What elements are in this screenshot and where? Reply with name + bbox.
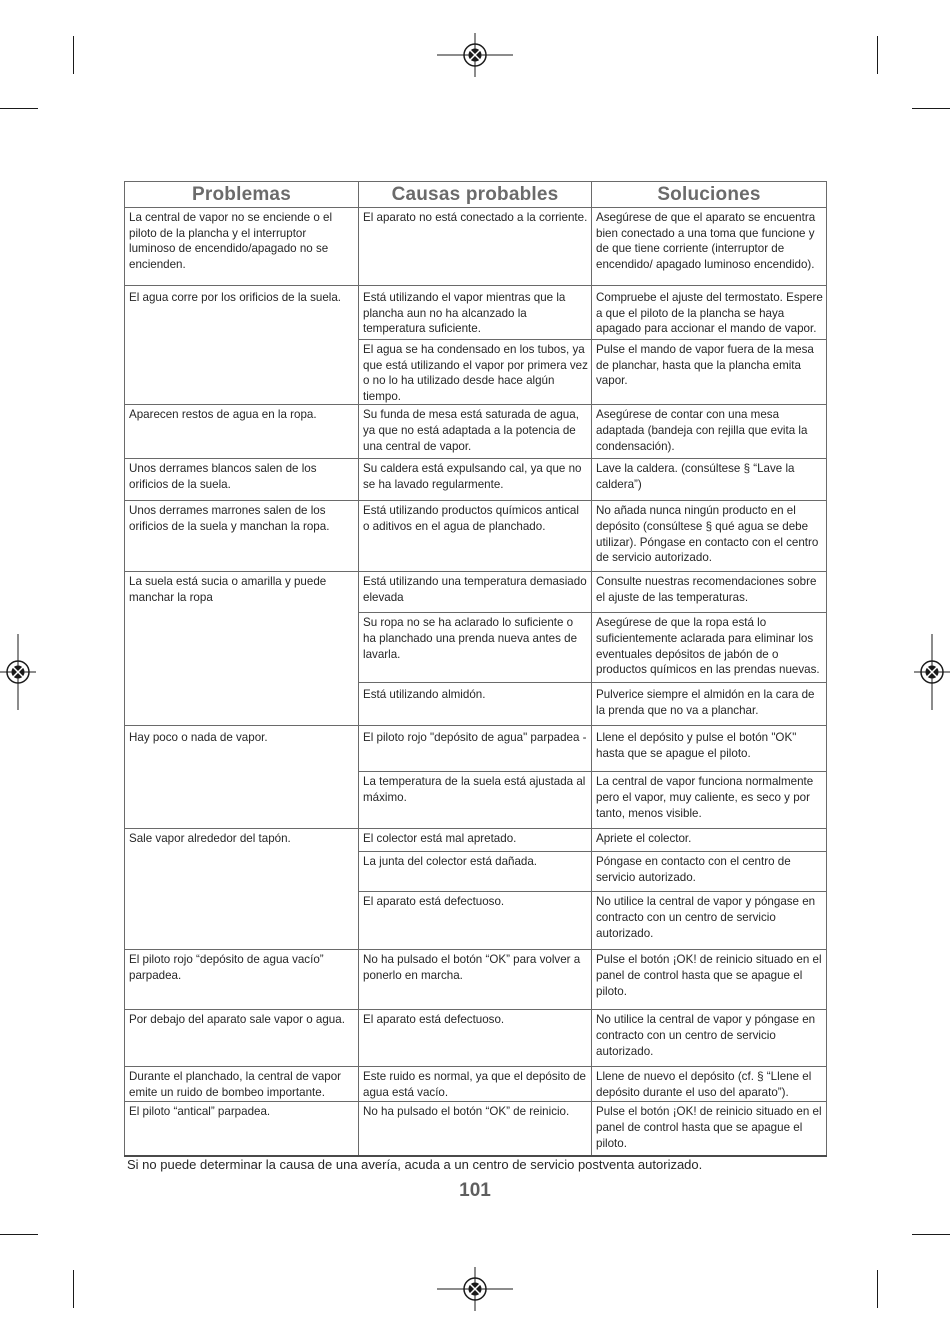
solution-cell: Compruebe el ajuste del termostato. Espere a que el piloto de la plancha se haya apagado para accionar el mando de vapor. (592, 286, 827, 340)
solution-cell: Pulse el botón ¡OK! de reinicio situado en el panel de control hasta que se apague el piloto. (592, 1102, 827, 1156)
solution-cell: Asegúrese de que el aparato se encuentra bien conectado a una toma que funcione y de que tiene corriente (interruptor de encendido/ apagado luminoso encendido). (592, 208, 827, 286)
crop-mark (912, 1234, 950, 1235)
cause-cell: El aparato está defectuoso. (359, 1010, 592, 1067)
cause-cell: Está utilizando una temperatura demasiado elevada (359, 572, 592, 613)
crop-mark (877, 36, 878, 74)
cause-cell: Este ruido es normal, ya que el depósito de agua está vacío. (359, 1067, 592, 1102)
cause-cell: Está utilizando el vapor mientras que la plancha aun no ha alcanzado la temperatura suficiente. (359, 286, 592, 340)
crop-mark (73, 1270, 74, 1308)
header-causes: Causas probables (359, 182, 592, 208)
table-row (125, 501, 827, 572)
solution-cell: Póngase en contacto con el centro de servicio autorizado. (592, 852, 827, 892)
cause-cell: El colector está mal apretado. (359, 829, 592, 852)
crop-mark (0, 1234, 38, 1235)
cause-cell: Está utilizando productos químicos antical o aditivos en el agua de planchado. (359, 501, 592, 572)
cause-cell: El aparato no está conectado a la corriente. (359, 208, 592, 286)
solution-cell: Pulverice siempre el almidón en la cara de la prenda que no va a planchar. (592, 683, 827, 726)
cause-cell: Su funda de mesa está saturada de agua, ya que no está adaptada a la potencia de una central de vapor. (359, 405, 592, 459)
solution-cell: Pulse el mando de vapor fuera de la mesa de planchar, hasta que la plancha emita vapor. (592, 340, 827, 405)
crop-mark (0, 108, 38, 109)
registration-mark-icon (437, 33, 513, 77)
page-number: 101 (459, 1180, 491, 1201)
solution-cell: Llene de nuevo el depósito (cf. § “Llene el depósito durante el uso del aparato”). (592, 1067, 827, 1102)
crop-mark (877, 1270, 878, 1308)
problem-cell: Unos derrames blancos salen de los orificios de la suela. (125, 459, 359, 501)
problem-cell: Hay poco o nada de vapor. (125, 726, 359, 829)
cause-cell: No ha pulsado el botón “OK” de reinicio. (359, 1102, 592, 1156)
solution-cell: No utilice la central de vapor y póngase en contracto con un centro de servicio autorizado. (592, 892, 827, 950)
solution-cell: Llene el depósito y pulse el botón "OK" hasta que se apague el piloto. (592, 726, 827, 772)
table-row (125, 459, 827, 501)
solution-cell: La central de vapor funciona normalmente pero el vapor, muy caliente, es seco y por tanto, menos visible. (592, 772, 827, 829)
table-row (125, 572, 827, 613)
solution-cell: Asegúrese de que la ropa está lo suficientemente aclarada para eliminar los eventuales depósitos de jabón de o productos químicos en las prendas nuevas. (592, 613, 827, 683)
table-row (125, 208, 827, 286)
header-solutions: Soluciones (592, 182, 827, 208)
problem-cell: La central de vapor no se enciende o el piloto de la plancha y el interruptor luminoso de encendido/apagado no se encienden. (125, 208, 359, 286)
problem-cell: La suela está sucia o amarilla y puede manchar la ropa (125, 572, 359, 726)
problem-cell: Unos derrames marrones salen de los orificios de la suela y manchan la ropa. (125, 501, 359, 572)
problem-cell: El piloto rojo “depósito de agua vacío” parpadea. (125, 950, 359, 1010)
problem-cell: El piloto “antical” parpadea. (125, 1102, 359, 1156)
problem-cell: Sale vapor alrededor del tapón. (125, 829, 359, 950)
table-row (125, 726, 827, 772)
cause-cell: Está utilizando almidón. (359, 683, 592, 726)
table-row (125, 950, 827, 1010)
table-row (125, 1067, 827, 1102)
cause-cell: Su ropa no se ha aclarado lo suficiente o ha planchado una prenda nueva antes de lavarla. (359, 613, 592, 683)
problem-cell: El agua corre por los orificios de la suela. (125, 286, 359, 405)
registration-mark-icon (914, 634, 950, 710)
table-row (125, 405, 827, 459)
registration-mark-icon (0, 634, 36, 710)
solution-cell: Lave la caldera. (consúltese § “Lave la caldera”) (592, 459, 827, 501)
table-row (125, 829, 827, 852)
solution-cell: Consulte nuestras recomendaciones sobre el ajuste de las temperaturas. (592, 572, 827, 613)
registration-mark-icon (437, 1267, 513, 1311)
cause-cell: La temperatura de la suela está ajustada al máximo. (359, 772, 592, 829)
solution-cell: Asegúrese de contar con una mesa adaptada (bandeja con rejilla que evita la condensación). (592, 405, 827, 459)
table-row (125, 286, 827, 340)
cause-cell: La junta del colector está dañada. (359, 852, 592, 892)
cause-cell: El piloto rojo "depósito de agua" parpadea - (359, 726, 592, 772)
crop-mark (912, 108, 950, 109)
problem-cell: Durante el planchado, la central de vapor emite un ruido de bombeo importante. (125, 1067, 359, 1102)
problem-cell: Por debajo del aparato sale vapor o agua. (125, 1010, 359, 1067)
solution-cell: No añada nunca ningún producto en el depósito (consúltese § qué agua se debe utilizar). Póngase en contacto con el centro de servicio autorizado. (592, 501, 827, 572)
cause-cell: El aparato está defectuoso. (359, 892, 592, 950)
solution-cell: Apriete el colector. (592, 829, 827, 852)
header-problems: Problemas (125, 182, 359, 208)
problem-cell: Aparecen restos de agua en la ropa. (125, 405, 359, 459)
cause-cell: El agua se ha condensado en los tubos, ya que está utilizando el vapor por primera vez o no lo ha utilizado desde hace algún tiempo. (359, 340, 592, 405)
table-row (125, 1010, 827, 1067)
solution-cell: Pulse el botón ¡OK! de reinicio situado en el panel de control hasta que se apague el piloto. (592, 950, 827, 1010)
table-row (125, 1102, 827, 1156)
table-header-row (125, 182, 827, 208)
footer-note: Si no puede determinar la causa de una avería, acuda a un centro de servicio postventa autorizado. (127, 1157, 703, 1172)
crop-mark (73, 36, 74, 74)
solution-cell: No utilice la central de vapor y póngase en contracto con un centro de servicio autorizado. (592, 1010, 827, 1067)
cause-cell: No ha pulsado el botón “OK” para volver a ponerlo en marcha. (359, 950, 592, 1010)
cause-cell: Su caldera está expulsando cal, ya que no se ha lavado regularmente. (359, 459, 592, 501)
troubleshooting-table (124, 181, 827, 1157)
